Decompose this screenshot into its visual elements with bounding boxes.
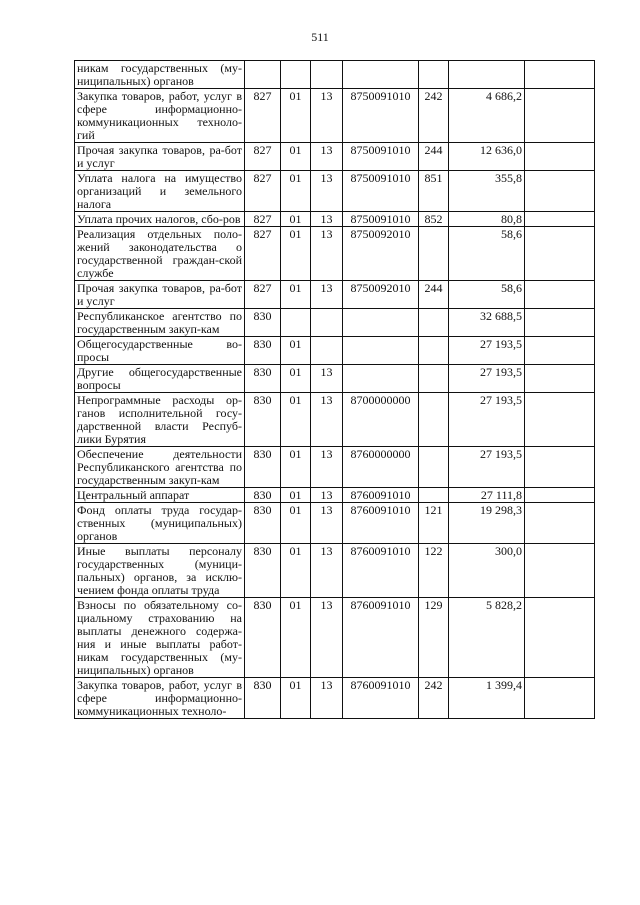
subsection-code-cell: 13 <box>311 488 343 503</box>
subsection-code-cell: 13 <box>311 89 343 143</box>
target-item-code-cell <box>343 365 419 393</box>
item-name-cell: Общегосударственные во-просы <box>75 337 245 365</box>
section-code-cell: 01 <box>281 503 311 544</box>
ministry-code-cell: 830 <box>245 503 281 544</box>
section-code-cell: 01 <box>281 143 311 171</box>
extra-cell <box>525 143 595 171</box>
item-name-cell: Непрограммные расходы ор-ганов исполнительной госу-дарственной власти Респуб-лики Бурятия <box>75 393 245 447</box>
section-code-cell: 01 <box>281 544 311 598</box>
extra-cell <box>525 337 595 365</box>
expense-type-code-cell <box>419 393 449 447</box>
subsection-code-cell: 13 <box>311 393 343 447</box>
ministry-code-cell: 830 <box>245 544 281 598</box>
extra-cell <box>525 678 595 719</box>
extra-cell <box>525 171 595 212</box>
target-item-code-cell: 8760091010 <box>343 598 419 678</box>
section-code-cell: 01 <box>281 171 311 212</box>
item-name-cell: Центральный аппарат <box>75 488 245 503</box>
table-row <box>75 89 595 143</box>
target-item-code-cell: 8750091010 <box>343 143 419 171</box>
amount-cell: 27 193,5 <box>449 393 525 447</box>
item-name-cell: Иные выплаты персоналу государственных (муници-пальных) органов, за исклю-чением фонда оплаты труда <box>75 544 245 598</box>
subsection-code-cell: 13 <box>311 227 343 281</box>
subsection-code-cell <box>311 309 343 337</box>
section-code-cell: 01 <box>281 337 311 365</box>
item-name-cell: Уплата налога на имущество организаций и земельного налога <box>75 171 245 212</box>
ministry-code-cell: 827 <box>245 171 281 212</box>
subsection-code-cell: 13 <box>311 544 343 598</box>
expense-type-code-cell: 242 <box>419 89 449 143</box>
expense-type-code-cell: 242 <box>419 678 449 719</box>
section-code-cell: 01 <box>281 365 311 393</box>
subsection-code-cell: 13 <box>311 281 343 309</box>
target-item-code-cell <box>343 61 419 89</box>
target-item-code-cell: 8750091010 <box>343 212 419 227</box>
ministry-code-cell <box>245 61 281 89</box>
expense-type-code-cell: 851 <box>419 171 449 212</box>
extra-cell <box>525 89 595 143</box>
expense-type-code-cell <box>419 227 449 281</box>
expense-type-code-cell: 121 <box>419 503 449 544</box>
extra-cell <box>525 544 595 598</box>
ministry-code-cell: 830 <box>245 678 281 719</box>
table-row <box>75 365 595 393</box>
amount-cell: 58,6 <box>449 281 525 309</box>
expense-type-code-cell <box>419 365 449 393</box>
target-item-code-cell: 8760091010 <box>343 488 419 503</box>
amount-cell: 5 828,2 <box>449 598 525 678</box>
target-item-code-cell: 8760000000 <box>343 447 419 488</box>
extra-cell <box>525 309 595 337</box>
ministry-code-cell: 830 <box>245 393 281 447</box>
table-row <box>75 598 595 678</box>
ministry-code-cell: 830 <box>245 309 281 337</box>
item-name-cell: Прочая закупка товаров, ра-бот и услуг <box>75 143 245 171</box>
table-row <box>75 337 595 365</box>
amount-cell: 355,8 <box>449 171 525 212</box>
table-row <box>75 503 595 544</box>
table-body <box>75 61 595 719</box>
target-item-code-cell: 8750092010 <box>343 227 419 281</box>
item-name-cell: Закупка товаров, работ, услуг в сфере информационно-коммуникационных техноло-гий <box>75 89 245 143</box>
subsection-code-cell: 13 <box>311 503 343 544</box>
extra-cell <box>525 365 595 393</box>
subsection-code-cell: 13 <box>311 447 343 488</box>
subsection-code-cell <box>311 61 343 89</box>
expense-type-code-cell <box>419 488 449 503</box>
section-code-cell <box>281 309 311 337</box>
expense-type-code-cell: 244 <box>419 143 449 171</box>
budget-table <box>74 60 595 719</box>
amount-cell: 58,6 <box>449 227 525 281</box>
subsection-code-cell: 13 <box>311 171 343 212</box>
target-item-code-cell: 8760091010 <box>343 503 419 544</box>
table-row <box>75 393 595 447</box>
amount-cell: 27 111,8 <box>449 488 525 503</box>
expense-type-code-cell: 129 <box>419 598 449 678</box>
target-item-code-cell: 8750091010 <box>343 171 419 212</box>
item-name-cell: Прочая закупка товаров, ра-бот и услуг <box>75 281 245 309</box>
ministry-code-cell: 827 <box>245 227 281 281</box>
table-row <box>75 212 595 227</box>
extra-cell <box>525 393 595 447</box>
amount-cell: 12 636,0 <box>449 143 525 171</box>
amount-cell: 27 193,5 <box>449 365 525 393</box>
subsection-code-cell: 13 <box>311 598 343 678</box>
extra-cell <box>525 447 595 488</box>
subsection-code-cell: 13 <box>311 143 343 171</box>
ministry-code-cell: 830 <box>245 488 281 503</box>
table-row <box>75 171 595 212</box>
table-row <box>75 309 595 337</box>
subsection-code-cell: 13 <box>311 365 343 393</box>
extra-cell <box>525 281 595 309</box>
amount-cell: 19 298,3 <box>449 503 525 544</box>
item-name-cell: никам государственных (му-ниципальных) органов <box>75 61 245 89</box>
table-row <box>75 143 595 171</box>
expense-type-code-cell <box>419 309 449 337</box>
ministry-code-cell: 827 <box>245 143 281 171</box>
item-name-cell: Другие общегосударственные вопросы <box>75 365 245 393</box>
ministry-code-cell: 827 <box>245 89 281 143</box>
subsection-code-cell: 13 <box>311 678 343 719</box>
table-row <box>75 281 595 309</box>
item-name-cell: Закупка товаров, работ, услуг в сфере информационно-коммуникационных техноло- <box>75 678 245 719</box>
amount-cell <box>449 61 525 89</box>
amount-cell: 1 399,4 <box>449 678 525 719</box>
expense-type-code-cell: 122 <box>419 544 449 598</box>
table-row <box>75 544 595 598</box>
extra-cell <box>525 61 595 89</box>
table-row <box>75 227 595 281</box>
extra-cell <box>525 227 595 281</box>
ministry-code-cell: 830 <box>245 598 281 678</box>
amount-cell: 4 686,2 <box>449 89 525 143</box>
item-name-cell: Взносы по обязательному со-циальному страхованию на выплаты денежного содержа-ния и иные выплаты работ-никам государственных (му-ниципальных) органов <box>75 598 245 678</box>
section-code-cell: 01 <box>281 393 311 447</box>
target-item-code-cell <box>343 337 419 365</box>
section-code-cell: 01 <box>281 678 311 719</box>
amount-cell: 27 193,5 <box>449 337 525 365</box>
expense-type-code-cell: 852 <box>419 212 449 227</box>
item-name-cell: Уплата прочих налогов, сбо-ров <box>75 212 245 227</box>
item-name-cell: Обеспечение деятельности Республиканского агентства по государственным закуп-кам <box>75 447 245 488</box>
table-row <box>75 447 595 488</box>
ministry-code-cell: 830 <box>245 447 281 488</box>
target-item-code-cell: 8750091010 <box>343 89 419 143</box>
section-code-cell: 01 <box>281 281 311 309</box>
table-row <box>75 488 595 503</box>
amount-cell: 27 193,5 <box>449 447 525 488</box>
extra-cell <box>525 503 595 544</box>
section-code-cell: 01 <box>281 89 311 143</box>
item-name-cell: Фонд оплаты труда государ-ственных (муниципальных) органов <box>75 503 245 544</box>
extra-cell <box>525 488 595 503</box>
ministry-code-cell: 830 <box>245 365 281 393</box>
ministry-code-cell: 827 <box>245 281 281 309</box>
subsection-code-cell: 13 <box>311 212 343 227</box>
section-code-cell: 01 <box>281 212 311 227</box>
subsection-code-cell <box>311 337 343 365</box>
item-name-cell: Реализация отдельных поло-жений законодательства о государственной граждан-ской службе <box>75 227 245 281</box>
expense-type-code-cell <box>419 61 449 89</box>
expense-type-code-cell <box>419 447 449 488</box>
target-item-code-cell: 8760091010 <box>343 544 419 598</box>
table-row <box>75 61 595 89</box>
amount-cell: 300,0 <box>449 544 525 598</box>
section-code-cell: 01 <box>281 227 311 281</box>
section-code-cell: 01 <box>281 447 311 488</box>
amount-cell: 32 688,5 <box>449 309 525 337</box>
amount-cell: 80,8 <box>449 212 525 227</box>
section-code-cell: 01 <box>281 488 311 503</box>
target-item-code-cell: 8760091010 <box>343 678 419 719</box>
section-code-cell: 01 <box>281 598 311 678</box>
expense-type-code-cell: 244 <box>419 281 449 309</box>
page-number: 511 <box>311 30 329 44</box>
ministry-code-cell: 827 <box>245 212 281 227</box>
ministry-code-cell: 830 <box>245 337 281 365</box>
table-row <box>75 678 595 719</box>
section-code-cell <box>281 61 311 89</box>
expense-type-code-cell <box>419 337 449 365</box>
target-item-code-cell <box>343 309 419 337</box>
extra-cell <box>525 598 595 678</box>
extra-cell <box>525 212 595 227</box>
target-item-code-cell: 8700000000 <box>343 393 419 447</box>
item-name-cell: Республиканское агентство по государственным закуп-кам <box>75 309 245 337</box>
target-item-code-cell: 8750092010 <box>343 281 419 309</box>
